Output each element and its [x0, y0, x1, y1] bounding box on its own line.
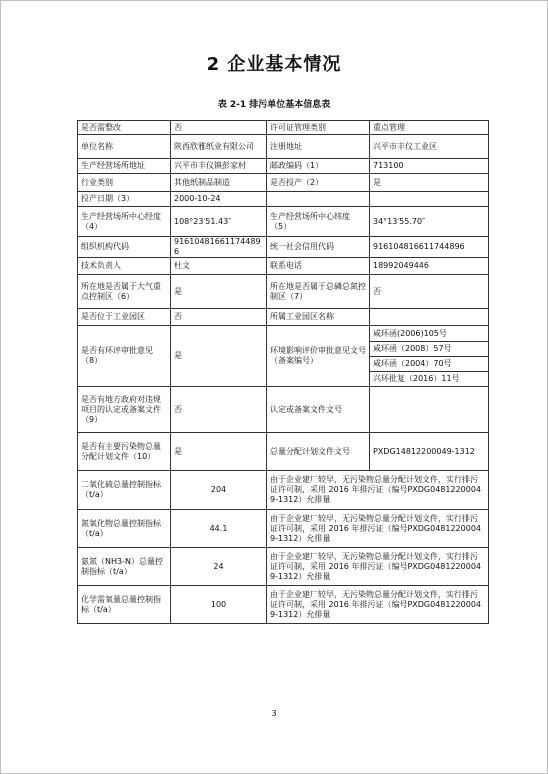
table-row	[78, 326, 489, 342]
limit-note: 由于企业建厂较早，无污染物总量分配计划文件，实行排污证许可制，采用 2016 年排污证（编号PXDG04812200049-1312）允排量	[267, 586, 489, 624]
field-value: 兴平市丰仪镇彭家村	[171, 159, 267, 174]
field-value: 108°23′51.43″	[171, 207, 267, 237]
field-label: 生产经营场所地址	[78, 159, 171, 174]
field-label: 许可证管理类别	[267, 121, 370, 135]
table-row	[78, 387, 489, 433]
eia-doc-number: 咸环函(2006)105号	[370, 326, 489, 342]
field-label: 行业类别	[78, 174, 171, 192]
table-row	[78, 433, 489, 471]
table-row	[78, 159, 489, 174]
table-row	[78, 207, 489, 237]
field-value: 否	[171, 387, 267, 433]
field-value	[370, 309, 489, 326]
limit-label: 氮氧化物总量控制指标（t/a）	[78, 510, 171, 548]
field-label: 是否位于工业园区	[78, 309, 171, 326]
eia-doc-number: 兴环批复（2016）11号	[370, 372, 489, 387]
limit-value: 100	[171, 586, 267, 624]
field-value: 陕西欣雅纸业有限公司	[171, 135, 267, 159]
field-value: 否	[171, 309, 267, 326]
table-row	[78, 309, 489, 326]
field-label: 是否有环评审批意见（8）	[78, 326, 171, 387]
field-label: 组织机构代码	[78, 237, 171, 258]
field-value: 是	[171, 326, 267, 387]
field-label: 是否需整改	[78, 121, 171, 135]
limit-note: 由于企业建厂较早，无污染物总量分配计划文件，实行排污证许可制，采用 2016 年排污证（编号PXDG04812200049-1312）允排量	[267, 548, 489, 586]
field-value: 916104816611744896	[171, 237, 267, 258]
table-row	[78, 174, 489, 192]
limit-label: 化学需氧量总量控制指标（t/a）	[78, 586, 171, 624]
field-label: 所在地是否属于大气重点控制区（6）	[78, 275, 171, 309]
field-label: 生产经营场所中心经度（4）	[78, 207, 171, 237]
field-label: 统一社会信用代码	[267, 237, 370, 258]
eia-doc-number: 咸环函（2004）70号	[370, 357, 489, 372]
field-label	[267, 192, 370, 207]
field-label: 投产日期（3）	[78, 192, 171, 207]
table-row	[78, 237, 489, 258]
field-value: 34°13′55.70″	[370, 207, 489, 237]
field-value	[370, 387, 489, 433]
field-label: 技术负责人	[78, 258, 171, 275]
limit-note: 由于企业建厂较早，无污染物总量分配计划文件，实行排污证许可制，采用 2016 年排污证（编号PXDG04812200049-1312）允排量	[267, 471, 489, 510]
field-label: 所属工业园区名称	[267, 309, 370, 326]
field-value: 是	[171, 433, 267, 471]
field-value: 重点管理	[370, 121, 489, 135]
table-caption: 表 2-1 排污单位基本信息表	[217, 100, 331, 110]
field-label: 邮政编码（1）	[267, 159, 370, 174]
limit-value: 24	[171, 548, 267, 586]
field-label: 生产经营场所中心纬度（5）	[267, 207, 370, 237]
field-label: 认定或备案文件文号	[267, 387, 370, 433]
field-label: 联系电话	[267, 258, 370, 275]
section-heading: 2 企业基本情况	[206, 54, 342, 75]
field-label: 注册地址	[267, 135, 370, 159]
field-value: 是	[370, 174, 489, 192]
page-number: 3	[271, 709, 277, 718]
field-value: 杜文	[171, 258, 267, 275]
field-value: 否	[171, 121, 267, 135]
field-label: 是否有地方政府对违规项目的认定或备案文件（9）	[78, 387, 171, 433]
eia-doc-number: 咸环函（2008）57号	[370, 342, 489, 357]
limit-label: 二氧化硫总量控制指标（t/a）	[78, 471, 171, 510]
table-row	[78, 121, 489, 135]
field-label: 所在地是否属于总磷总氮控制区（7）	[267, 275, 370, 309]
field-value: 2000-10-24	[171, 192, 267, 207]
field-value: 否	[370, 275, 489, 309]
limit-value: 204	[171, 471, 267, 510]
table-row	[78, 275, 489, 309]
field-value	[370, 192, 489, 207]
field-value: PXDG14812200049-1312	[370, 433, 489, 471]
field-value: 713100	[370, 159, 489, 174]
table-row	[78, 192, 489, 207]
table-row	[78, 135, 489, 159]
table-row	[78, 586, 489, 624]
field-value: 其他纸制品制造	[171, 174, 267, 192]
limit-label: 氨氮（NH3-N）总量控制指标（t/a）	[78, 548, 171, 586]
field-label: 单位名称	[78, 135, 171, 159]
field-value: 18992049446	[370, 258, 489, 275]
field-value: 916104816611744896	[370, 237, 489, 258]
table-row	[78, 471, 489, 510]
table-row	[78, 258, 489, 275]
limit-note: 由于企业建厂较早，无污染物总量分配计划文件，实行排污证许可制，采用 2016 年排污证（编号PXDG04812200049-1312）允排量	[267, 510, 489, 548]
field-value: 兴平市丰仪工业区	[370, 135, 489, 159]
field-label: 是否投产（2）	[267, 174, 370, 192]
pollutant-unit-info-table	[77, 120, 489, 624]
limit-value: 44.1	[171, 510, 267, 548]
field-label: 环境影响评价审批意见文号（备案编号）	[267, 326, 370, 387]
table-row	[78, 548, 489, 586]
table-row	[78, 510, 489, 548]
field-value: 是	[171, 275, 267, 309]
field-label: 总量分配计划文件文号	[267, 433, 370, 471]
field-label: 是否有主要污染物总量分配计划文件（10）	[78, 433, 171, 471]
